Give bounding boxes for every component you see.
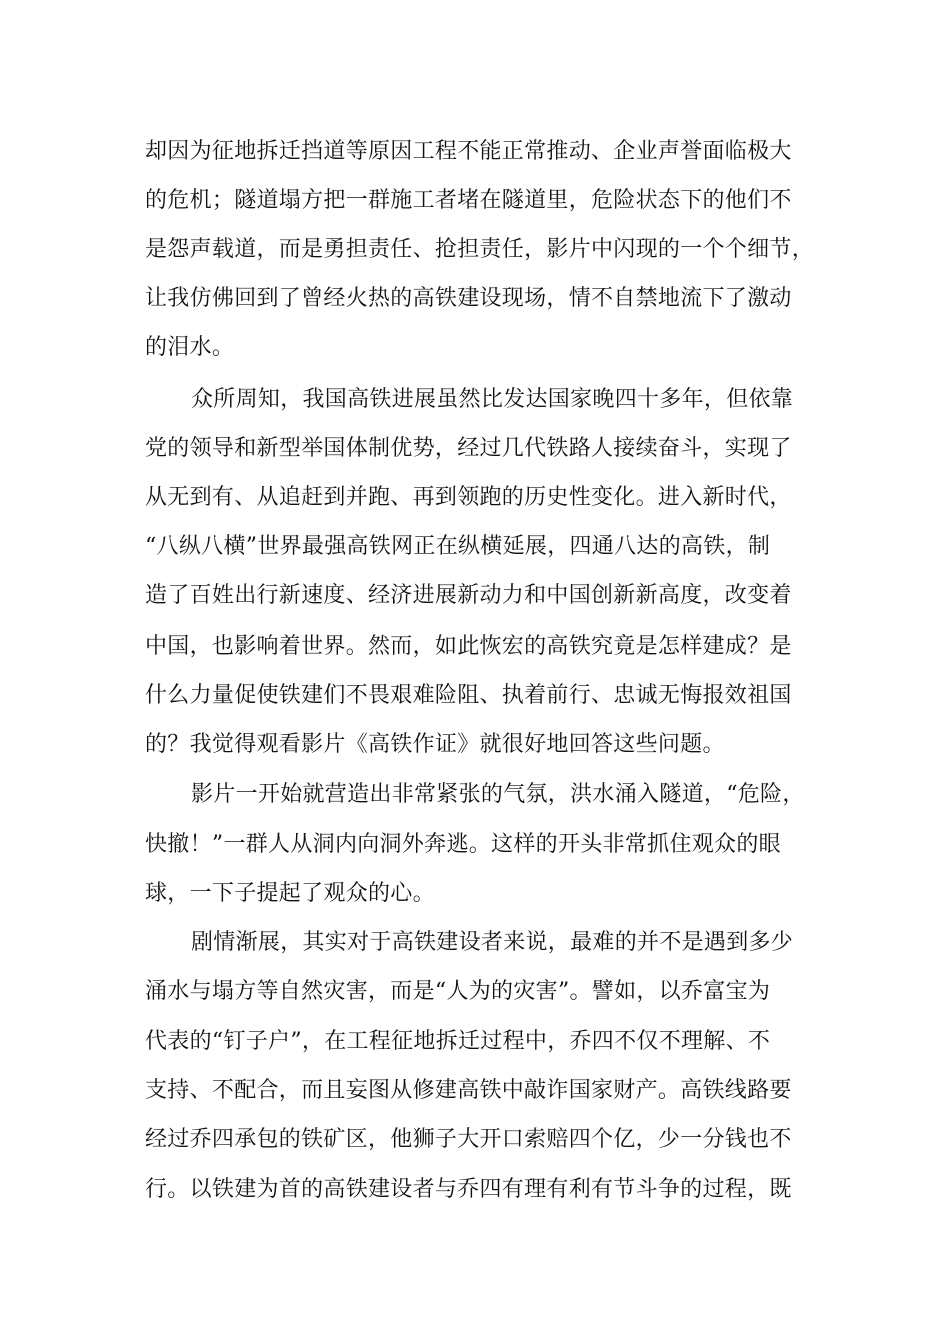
paragraph-first-line: 众所周知，我国高铁进展虽然比发达国家晚四十多年，但依靠 xyxy=(191,387,794,412)
text-line: 造了百姓出行新速度、经济进展新动力和中国创新新高度，改变着 xyxy=(145,583,792,608)
text-line: 快撤！”一群人从洞内向洞外奔逃。这样的开头非常抓住观众的眼 xyxy=(145,832,781,857)
text-line: 中国，也影响着世界。然而，如此恢宏的高铁究竟是怎样建成？是 xyxy=(145,634,792,659)
paragraph-first-line: 剧情渐展，其实对于高铁建设者来说，最难的并不是遇到多少 xyxy=(191,930,794,955)
text-line: 的？我觉得观看影片《高铁作证》就很好地回答这些问题。 xyxy=(145,732,725,757)
paragraph-first-line: 影片一开始就营造出非常紧张的气氛，洪水涌入隧道，“危险， xyxy=(191,782,805,807)
text-line: 行。以铁建为首的高铁建设者与乔四有理有利有节斗争的过程，既 xyxy=(145,1177,792,1202)
text-line: 涌水与塌方等自然灾害，而是“人为的灾害”。譬如，以乔富宝为 xyxy=(145,979,771,1004)
text-line: 球，一下子提起了观众的心。 xyxy=(145,881,435,906)
text-line: 经过乔四承包的铁矿区，他狮子大开口索赔四个亿，少一分钱也不 xyxy=(145,1127,792,1152)
text-line: 代表的“钉子户”，在工程征地拆迁过程中，乔四不仅不理解、不 xyxy=(145,1029,771,1054)
text-line: 的泪水。 xyxy=(145,335,235,360)
text-line: 支持、不配合，而且妄图从修建高铁中敲诈国家财产。高铁线路要 xyxy=(145,1078,792,1103)
text-line: 从无到有、从追赶到并跑、再到领跑的历史性变化。进入新时代， xyxy=(145,485,792,510)
text-line: 什么力量促使铁建们不畏艰难险阻、执着前行、忠诚无悔报效祖国 xyxy=(145,683,792,708)
text-line: 党的领导和新型举国体制优势，经过几代铁路人接续奋斗，实现了 xyxy=(145,436,792,461)
text-line: 的危机；隧道塌方把一群施工者堵在隧道里，危险状态下的他们不 xyxy=(145,188,792,213)
text-line: 却因为征地拆迁挡道等原因工程不能正常推动、企业声誉面临极大 xyxy=(145,139,792,164)
text-line: 是怨声载道，而是勇担责任、抢担责任，影片中闪现的一个个细节， xyxy=(145,237,815,262)
text-line: 让我仿佛回到了曾经火热的高铁建设现场，情不自禁地流下了激动 xyxy=(145,286,792,311)
text-line: “八纵八横”世界最强高铁网正在纵横延展，四通八达的高铁，制 xyxy=(145,534,771,559)
